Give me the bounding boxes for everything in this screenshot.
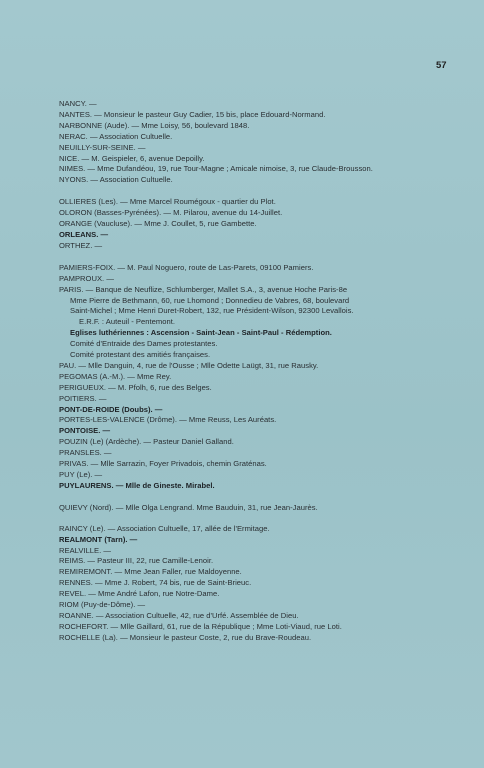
- directory-entry: REVEL. — Mme André Lafon, rue Notre-Dame.: [59, 589, 220, 599]
- directory-entry: PUY (Le). —: [59, 470, 103, 479]
- directory-entry: RIOM (Puy-de-Dôme). —: [59, 600, 146, 610]
- directory-entry: ORTHEZ. —: [59, 240, 103, 250]
- directory-entry: NARBONNE (Aude). — Mme Loisy, 56, boulevard 1848.: [59, 120, 250, 130]
- directory-entry: REALVILLE. —: [59, 545, 112, 555]
- directory-entry: QUIEVY (Nord). — Mlle Olga Lengrand. Mme Bauduin, 31, rue Jean-Jaurès.: [59, 502, 318, 512]
- directory-entry: PARIS. — Banque de Neuflize, Schlumberger, Mallet S.A., 3, avenue Hoche Paris-8e: [59, 284, 348, 294]
- directory-entry: NEUILLY-SUR-SEINE. —: [59, 142, 146, 152]
- directory-entry: PRANSLES. —: [59, 448, 112, 458]
- directory-entry: Comité protestant des amitiés françaises.: [70, 350, 211, 360]
- directory-entry: ORLEANS. —: [59, 229, 109, 239]
- directory-entry: PERIGUEUX. — M. Pfolh, 6, rue des Belges.: [59, 382, 212, 392]
- directory-entry: PRIVAS. — Mlle Sarrazin, Foyer Privadois, chemin Graténas.: [59, 459, 267, 469]
- directory-entry: PAMIERS-FOIX. — M. Paul Noguero, route de Las-Parets, 09100 Pamiers.: [59, 262, 314, 272]
- directory-entry: E.R.F. : Auteuil - Pentemont.: [79, 317, 175, 327]
- directory-entry: ROANNE. — Association Cultuelle, 42, rue d'Urfé. Assemblée de Dieu.: [59, 610, 299, 620]
- directory-entry: PORTES-LES-VALENCE (Drôme). — Mme Reuss, Les Auréats.: [59, 415, 277, 425]
- section-spacer: [59, 252, 439, 263]
- directory-entry: OLORON (Basses-Pyrénées). — M. Pilarou, avenue du 14-Juillet.: [59, 208, 283, 218]
- directory-entry: RAINCY (Le). — Association Cultuelle, 17, allée de l'Ermitage.: [59, 523, 270, 533]
- directory-entry: NANCY. —: [59, 99, 97, 108]
- directory-entry: POITIERS. —: [59, 393, 107, 403]
- directory-entry: Comité d'Entraide des Dames protestantes.: [70, 339, 218, 349]
- directory-entry: REALMONT (Tarn). —: [59, 534, 138, 544]
- letter-section: [59, 99, 439, 186]
- section-spacer: [59, 492, 439, 503]
- directory-entry: PEGOMAS (A.-M.). — Mme Rey.: [59, 371, 172, 381]
- directory-entry: POUZIN (Le) (Ardèche). — Pasteur Daniel Galland.: [59, 437, 234, 447]
- directory-entry: Eglises luthériennes : Ascension - Saint-Jean - Saint-Paul - Rédemption.: [70, 328, 332, 338]
- directory-entry: ROCHELLE (La). — Monsieur le pasteur Coste, 2, rue du Brave-Roudeau.: [59, 632, 312, 642]
- letter-section: [59, 197, 439, 252]
- directory-entry: OLLIERES (Les). — Mme Marcel Roumégoux - quartier du Plot.: [59, 197, 276, 207]
- directory-entry: Saint-Michel ; Mme Henri Duret-Robert, 132, rue Président-Wilson, 92300 Levallois.: [70, 306, 354, 316]
- directory-entry: PAU. — Mlle Danguin, 4, rue de l'Ousse ; Mlle Odette Laügt, 31, rue Rausky.: [59, 360, 319, 370]
- directory-entry: NANTES. — Monsieur le pasteur Guy Cadier, 15 bis, place Edouard-Normand.: [59, 109, 326, 119]
- directory-entry: REMIREMONT. — Mme Jean Faller, rue Maldoyenne.: [59, 567, 242, 577]
- directory-entry: NYONS. — Association Cultuelle.: [59, 175, 173, 185]
- directory-entry: ROCHEFORT. — Mlle Gaillard, 61, rue de la République ; Mme Loti-Viaud, rue Loti.: [59, 621, 342, 631]
- directory-entry: PONTOISE. —: [59, 426, 111, 436]
- page-number: 57: [436, 60, 447, 71]
- directory-entry: REIMS. — Pasteur III, 22, rue Camille-Lenoir.: [59, 556, 214, 566]
- directory-entry: NICE. — M. Geispieler, 6, avenue Depoilly.: [59, 153, 205, 163]
- letter-section: [59, 503, 439, 514]
- directory-entry: PONT-DE-ROIDE (Doubs). —: [59, 404, 163, 414]
- letter-section: [59, 524, 439, 644]
- directory-entry: PUYLAURENS. — Mlle de Gineste. Mirabel.: [59, 480, 215, 490]
- directory-entry: NIMES. — Mme Dufandéou, 19, rue Tour-Magne ; Amicale nimoise, 3, rue Claude-Brousson.: [59, 164, 373, 174]
- section-spacer: [59, 186, 439, 197]
- directory-entry: Mme Pierre de Bethmann, 60, rue Lhomond ; Donnedieu de Vabres, 68, boulevard: [70, 295, 350, 305]
- directory-listing: [59, 99, 439, 644]
- section-spacer: [59, 514, 439, 524]
- directory-entry: NERAC. — Association Cultuelle.: [59, 131, 173, 141]
- directory-entry: ORANGE (Vaucluse). — Mme J. Coullet, 5, rue Gambette.: [59, 219, 257, 229]
- directory-entry: PAMPROUX. —: [59, 273, 114, 283]
- directory-entry: RENNES. — Mme J. Robert, 74 bis, rue de Saint-Brieuc.: [59, 578, 252, 588]
- letter-section: [59, 263, 439, 492]
